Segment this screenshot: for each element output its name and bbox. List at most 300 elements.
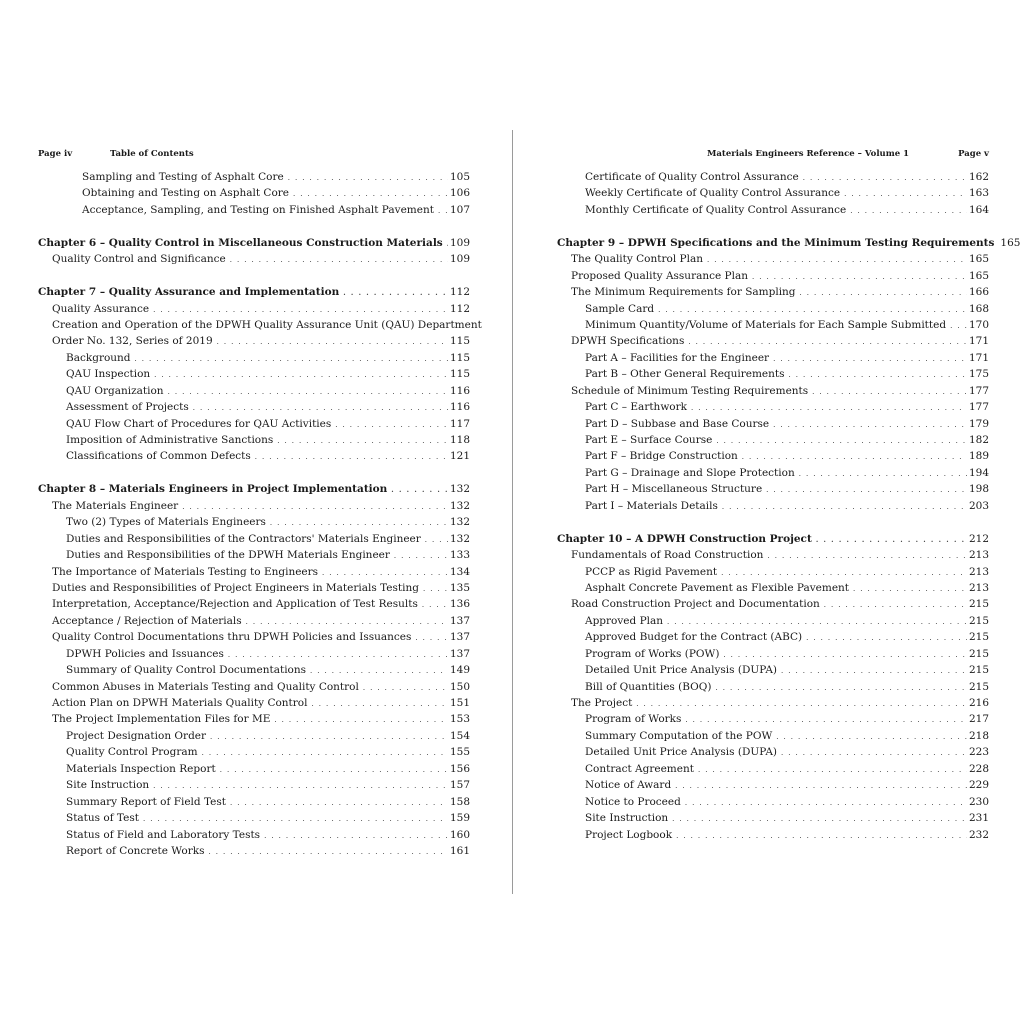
toc-spacer — [38, 268, 470, 284]
toc-entry-page-number: 215 — [968, 680, 989, 693]
dot-leader — [806, 630, 967, 646]
dot-leader — [799, 466, 967, 482]
toc-entry-title: Summary Computation of the POW — [585, 729, 773, 742]
toc-entry-title: Part F – Bridge Construction — [585, 450, 738, 463]
toc-entry-page-number: 109 — [449, 236, 470, 249]
dot-leader — [168, 384, 448, 400]
toc-entry-page-number: 168 — [968, 302, 989, 315]
toc-entry-title: Chapter 7 – Quality Assurance and Implementation — [38, 286, 340, 299]
toc-entry-page-number: 215 — [968, 598, 989, 611]
toc-entry-page-number: 137 — [449, 614, 470, 627]
toc-chapter-entry[interactable] — [38, 481, 470, 497]
toc-entry-title: Certificate of Quality Control Assurance — [585, 171, 799, 183]
dot-leader — [447, 236, 448, 252]
toc-entry[interactable] — [38, 827, 470, 843]
toc-entry-title: Creation and Operation of the DPWH Quality Assurance Unit (QAU) Department — [52, 318, 482, 331]
toc-entry[interactable] — [38, 317, 482, 333]
toc-entry-page-number: 107 — [449, 203, 470, 216]
toc-entry-page-number: 115 — [449, 335, 470, 348]
dot-leader — [153, 778, 448, 794]
toc-entry-page-number: 177 — [968, 401, 989, 414]
toc-entry[interactable] — [38, 366, 470, 382]
toc-entry-page-number: 189 — [968, 450, 989, 463]
dot-leader — [425, 532, 448, 548]
toc-entry[interactable] — [557, 695, 989, 711]
toc-entry[interactable] — [557, 679, 989, 695]
left-page — [38, 149, 482, 859]
toc-entry-title: Site Instruction — [585, 812, 669, 825]
toc-entry[interactable] — [557, 481, 989, 497]
toc-entry[interactable] — [38, 662, 470, 678]
toc-entry[interactable] — [557, 169, 989, 185]
toc-entry-title: Part I – Materials Details — [585, 499, 718, 512]
toc-entry[interactable] — [38, 185, 470, 201]
toc-entry-title: Order No. 132, Series of 2019 — [52, 335, 213, 348]
dot-leader — [707, 252, 967, 268]
toc-entry-title: Detailed Unit Price Analysis (DUPA) — [585, 664, 778, 677]
page-number-label: Page iv — [38, 149, 73, 159]
toc-entry-title: Approved Budget for the Contract (ABC) — [585, 631, 803, 644]
toc-entry[interactable] — [557, 333, 989, 349]
toc-entry-page-number: 151 — [449, 697, 470, 709]
toc-entry-title: Weekly Certificate of Quality Control Assurance — [585, 187, 841, 200]
toc-entry-title: Duties and Responsibilities of the DPWH Materials Engineer — [66, 549, 390, 562]
dot-leader — [228, 647, 448, 663]
toc-entry[interactable] — [38, 679, 470, 695]
toc-entry[interactable] — [38, 629, 470, 645]
toc-entry-title: Duties and Responsibilities of the Contractors' Materials Engineer — [66, 532, 421, 545]
toc-entry-title: The Materials Engineer — [52, 499, 179, 512]
toc-entry-page-number: 154 — [449, 729, 470, 742]
toc-entry[interactable] — [557, 465, 989, 481]
dot-leader — [800, 285, 967, 301]
dot-leader — [264, 828, 448, 844]
toc-entry-page-number: 230 — [968, 795, 989, 808]
toc-entry[interactable] — [38, 547, 470, 563]
toc-entry[interactable] — [557, 761, 989, 777]
dot-leader — [812, 384, 967, 400]
toc-entry[interactable] — [38, 794, 470, 810]
toc-entry-title: Part A – Facilities for the Engineer — [585, 351, 770, 364]
toc-entry[interactable] — [38, 843, 470, 859]
page-number-label: Page v — [958, 149, 989, 159]
toc-entry-title: Monthly Certificate of Quality Control Assurance — [585, 203, 847, 216]
dot-leader — [767, 548, 967, 564]
toc-entry[interactable] — [557, 827, 989, 843]
toc-entry[interactable] — [38, 399, 470, 415]
dot-leader — [208, 844, 447, 860]
toc-entry-title: Schedule of Minimum Testing Requirements — [571, 384, 809, 397]
dot-leader — [135, 351, 448, 367]
toc-entry[interactable] — [557, 268, 989, 284]
dot-leader — [153, 302, 448, 318]
toc-entry-title: Road Construction Project and Documentation — [571, 598, 820, 611]
dot-leader — [667, 614, 967, 630]
toc-entry-page-number: 213 — [968, 581, 989, 594]
toc-entry-title: Imposition of Administrative Sanctions — [66, 434, 274, 446]
toc-entry-page-number: 215 — [968, 664, 989, 677]
dot-leader — [776, 729, 967, 745]
toc-entry[interactable] — [38, 169, 470, 185]
toc-chapter-entry[interactable] — [38, 235, 470, 251]
toc-entry[interactable] — [38, 416, 470, 432]
toc-entry-title: Fundamentals of Road Construction — [571, 549, 764, 562]
dot-leader — [154, 367, 448, 383]
toc-entry-page-number: 132 — [449, 483, 470, 496]
toc-entry[interactable] — [557, 498, 989, 514]
toc-entry-page-number: 153 — [449, 713, 470, 726]
dot-leader — [363, 680, 448, 696]
toc-spacer — [557, 218, 989, 234]
toc-entry-page-number: 132 — [449, 499, 470, 512]
toc-entry-title: Chapter 9 – DPWH Specifications and the Minimum Testing Requirements — [557, 236, 995, 249]
dot-leader — [182, 499, 448, 515]
toc-entry-page-number: 106 — [449, 187, 470, 200]
toc-entry[interactable] — [38, 613, 470, 629]
toc-entry-title: Sampling and Testing of Asphalt Core — [82, 171, 284, 183]
toc-chapter-entry[interactable] — [38, 284, 470, 300]
toc-entry-page-number: 215 — [968, 631, 989, 644]
dot-leader — [422, 597, 448, 613]
toc-entry[interactable] — [557, 613, 989, 629]
dot-leader — [423, 581, 448, 597]
toc-entry-page-number: 137 — [449, 631, 470, 644]
toc-entry-page-number: 118 — [449, 434, 470, 446]
toc-entry-page-number: 134 — [449, 565, 470, 578]
toc-entry-page-number: 171 — [968, 351, 989, 364]
toc-entry[interactable] — [557, 711, 989, 727]
toc-entry-page-number: 215 — [968, 614, 989, 627]
toc-entry[interactable] — [38, 251, 470, 267]
toc-entry-title: Part G – Drainage and Slope Protection — [585, 466, 795, 479]
toc-entry-page-number: 136 — [449, 598, 470, 611]
toc-entry-page-number: 203 — [968, 499, 989, 512]
toc-entry-page-number: 112 — [449, 302, 470, 315]
toc-entry-title: Minimum Quantity/Volume of Materials for Each Sample Submitted — [585, 318, 947, 331]
dot-leader — [277, 433, 448, 449]
toc-entry-page-number: 158 — [449, 795, 470, 808]
toc-entry-page-number: 117 — [449, 417, 470, 430]
toc-entry-title: Two (2) Types of Materials Engineers — [66, 516, 266, 529]
toc-entry-title: DPWH Specifications — [571, 335, 685, 348]
dot-leader — [293, 186, 448, 202]
gutter-divider — [512, 130, 513, 894]
toc-entry-title: Notice of Award — [585, 779, 672, 792]
toc-entry[interactable] — [557, 580, 989, 596]
dot-leader — [335, 417, 448, 433]
left-page-header — [38, 149, 470, 165]
toc-entry[interactable] — [557, 416, 989, 432]
toc-entry-title: PCCP as Rigid Pavement — [585, 565, 718, 578]
toc-entry-title: Report of Concrete Works — [66, 844, 205, 857]
dot-leader — [230, 252, 448, 268]
toc-entry-page-number: 157 — [449, 779, 470, 792]
toc-entry-page-number: 165 — [1000, 236, 1021, 249]
toc-entry-title: Acceptance / Rejection of Materials — [52, 614, 242, 627]
toc-entry-title: Program of Works — [585, 713, 682, 726]
toc-entry[interactable] — [557, 662, 989, 678]
toc-entry[interactable] — [557, 284, 989, 300]
dot-leader — [824, 597, 967, 613]
toc-entry-title: Classifications of Common Defects — [66, 450, 251, 463]
toc-entry[interactable] — [557, 301, 989, 317]
dot-leader — [781, 663, 967, 679]
toc-entry[interactable] — [38, 301, 470, 317]
toc-entry[interactable] — [38, 333, 470, 349]
dot-leader — [322, 565, 448, 581]
dot-leader — [676, 828, 967, 844]
toc-entry[interactable] — [38, 531, 470, 547]
toc-entry-page-number: 217 — [968, 713, 989, 726]
dot-leader — [394, 548, 448, 564]
toc-entry[interactable] — [38, 514, 470, 530]
dot-leader — [742, 449, 967, 465]
toc-entry-title: DPWH Policies and Issuances — [66, 647, 224, 660]
toc-entry-page-number: 170 — [968, 318, 989, 331]
dot-leader — [672, 811, 967, 827]
toc-entry[interactable] — [557, 596, 989, 612]
dot-leader — [721, 565, 967, 581]
toc-entry-page-number: 165 — [968, 269, 989, 282]
toc-entry-title: Contract Agreement — [585, 762, 694, 775]
dot-leader — [781, 745, 967, 761]
toc-entry-page-number: 231 — [968, 812, 989, 825]
toc-entry-title: QAU Flow Chart of Procedures for QAU Activities — [66, 417, 332, 430]
toc-entry[interactable] — [557, 251, 989, 267]
toc-entry-page-number: 133 — [449, 549, 470, 562]
toc-entry[interactable] — [557, 399, 989, 415]
toc-entry-page-number: 132 — [449, 516, 470, 529]
toc-entry[interactable] — [38, 580, 470, 596]
right-page — [557, 149, 1021, 843]
right-page-header — [557, 149, 989, 165]
toc-entry-page-number: 121 — [449, 450, 470, 463]
toc-entry-page-number: 149 — [449, 664, 470, 677]
toc-entry-page-number: 213 — [968, 565, 989, 578]
toc-entry[interactable] — [557, 202, 989, 218]
toc-chapter-entry[interactable] — [557, 235, 1021, 251]
toc-entry-title: Proposed Quality Assurance Plan — [571, 269, 748, 282]
dot-leader — [675, 778, 967, 794]
dot-leader — [288, 170, 448, 186]
toc-entry[interactable] — [38, 498, 470, 514]
toc-entry[interactable] — [557, 448, 989, 464]
toc-entry[interactable] — [38, 564, 470, 580]
toc-entry[interactable] — [557, 777, 989, 793]
dot-leader — [636, 696, 967, 712]
toc-entry-title: Site Instruction — [66, 779, 150, 792]
dot-leader — [844, 186, 967, 202]
dot-leader — [220, 762, 448, 778]
dot-leader — [685, 795, 967, 811]
toc-entry-title: Chapter 6 – Quality Control in Miscellaneous Construction Materials — [38, 236, 443, 249]
toc-entry-title: Detailed Unit Price Analysis (DUPA) — [585, 746, 778, 759]
toc-entry-title: Assessment of Projects — [66, 401, 189, 414]
toc-entry-title: Quality Control Documentations thru DPWH Policies and Issuances — [52, 631, 412, 644]
toc-entry-page-number: 194 — [968, 466, 989, 479]
toc-entry-page-number: 161 — [449, 844, 470, 857]
toc-entry[interactable] — [557, 794, 989, 810]
toc-entry-page-number: 223 — [968, 746, 989, 759]
toc-entry-page-number: 115 — [449, 368, 470, 381]
toc-entry-page-number: 156 — [449, 762, 470, 775]
dot-leader — [343, 285, 448, 301]
toc-entry-title: Part H – Miscellaneous Structure — [585, 483, 763, 496]
dot-leader — [143, 811, 448, 827]
toc-entry-title: Sample Card — [585, 302, 655, 315]
toc-entry-title: Part C – Earthwork — [585, 401, 688, 414]
toc-entry-page-number: 175 — [968, 368, 989, 381]
toc-entry-title: Status of Test — [66, 812, 139, 825]
toc-entry-page-number: 109 — [449, 253, 470, 266]
dot-leader — [773, 417, 967, 433]
dot-leader — [853, 581, 967, 597]
toc-entry[interactable] — [38, 711, 470, 727]
toc-spacer — [557, 514, 989, 530]
toc-entry-title: Chapter 8 – Materials Engineers in Project Implementation — [38, 483, 388, 496]
toc-entry-page-number: 232 — [968, 828, 989, 841]
toc-entry[interactable] — [557, 547, 989, 563]
toc-entry[interactable] — [38, 350, 470, 366]
dot-leader — [789, 367, 967, 383]
toc-entry-page-number: 212 — [968, 532, 989, 545]
toc-entry[interactable] — [557, 366, 989, 382]
dot-leader — [310, 663, 448, 679]
toc-entry[interactable] — [557, 629, 989, 645]
dot-leader — [722, 499, 967, 515]
toc-entry[interactable] — [38, 432, 470, 448]
toc-entry[interactable] — [557, 432, 989, 448]
toc-entry-page-number: 182 — [968, 434, 989, 446]
toc-entry-title: Background — [66, 351, 131, 364]
toc-spacer — [38, 465, 470, 481]
toc-entry[interactable] — [38, 596, 470, 612]
dot-leader — [691, 400, 967, 416]
toc-entry-title: Part E – Surface Course — [585, 434, 713, 446]
toc-entry[interactable] — [38, 646, 470, 662]
toc-entry[interactable] — [38, 383, 470, 399]
dot-leader — [311, 696, 447, 712]
running-title: Materials Engineers Reference – Volume 1 — [707, 149, 910, 159]
toc-entry[interactable] — [557, 646, 989, 662]
dot-leader — [752, 269, 967, 285]
toc-entry[interactable] — [38, 777, 470, 793]
toc-entry-title: Project Logbook — [585, 828, 673, 841]
toc-entry-title: Status of Field and Laboratory Tests — [66, 828, 261, 841]
toc-entry[interactable] — [38, 202, 470, 218]
toc-entry-page-number: 216 — [968, 697, 989, 709]
dot-leader — [685, 712, 967, 728]
toc-entry[interactable] — [557, 744, 989, 760]
toc-entry-page-number: 116 — [449, 384, 470, 397]
toc-entry-page-number: 116 — [449, 401, 470, 414]
toc-entry[interactable] — [38, 744, 470, 760]
toc-entry[interactable] — [38, 695, 470, 711]
toc-entry-page-number: 163 — [968, 187, 989, 200]
toc-entry[interactable] — [38, 761, 470, 777]
toc-entry-title: Interpretation, Acceptance/Rejection and Application of Test Results — [52, 598, 418, 611]
dot-leader — [391, 482, 448, 498]
toc-entry-title: The Quality Control Plan — [571, 253, 703, 266]
toc-entry[interactable] — [557, 383, 989, 399]
toc-entry-page-number: 115 — [449, 351, 470, 364]
dot-leader — [723, 647, 967, 663]
toc-entry-title: QAU Organization — [66, 384, 164, 397]
dot-leader — [274, 712, 448, 728]
toc-entry-title: Chapter 10 – A DPWH Construction Project — [557, 532, 812, 545]
dot-leader — [716, 433, 967, 449]
toc-entry[interactable] — [557, 317, 989, 333]
toc-entry-page-number: 171 — [968, 335, 989, 348]
dot-leader — [415, 630, 448, 646]
toc-entry[interactable] — [38, 448, 470, 464]
toc-entry-title: Part B – Other General Requirements — [585, 368, 785, 381]
toc-entry-page-number: 228 — [968, 762, 989, 775]
toc-entry-page-number: 155 — [449, 746, 470, 759]
toc-entry[interactable] — [557, 564, 989, 580]
toc-entry-page-number: 135 — [449, 581, 470, 594]
dot-leader — [850, 203, 967, 219]
toc-entry-page-number: 162 — [968, 171, 989, 183]
toc-entry[interactable] — [557, 810, 989, 826]
dot-leader — [217, 334, 448, 350]
toc-entry-title: Notice to Proceed — [585, 795, 681, 808]
toc-entry-page-number: 165 — [968, 253, 989, 266]
dot-leader — [193, 400, 448, 416]
toc-entry-title: Duties and Responsibilities of Project Engineers in Materials Testing — [52, 581, 419, 594]
toc-entry[interactable] — [38, 810, 470, 826]
dot-leader — [803, 170, 967, 186]
toc-entry-page-number: 112 — [449, 286, 470, 299]
dot-leader — [766, 482, 967, 498]
toc-entry[interactable] — [557, 350, 989, 366]
toc-spacer — [38, 218, 470, 234]
toc-entry[interactable] — [557, 728, 989, 744]
toc-entry-page-number: 137 — [449, 647, 470, 660]
dot-leader — [255, 449, 448, 465]
toc-entry-title: QAU Inspection — [66, 368, 151, 381]
toc-entry-page-number: 179 — [968, 417, 989, 430]
toc-entry-page-number: 166 — [968, 286, 989, 299]
toc-entry-title: Bill of Quantities (BOQ) — [585, 680, 712, 693]
toc-entry-title: Asphalt Concrete Pavement as Flexible Pavement — [585, 581, 850, 594]
toc-entry-title: Quality Assurance — [52, 302, 150, 315]
toc-entry-title: Materials Inspection Report — [66, 762, 216, 775]
toc-entry-page-number: 177 — [968, 384, 989, 397]
toc-entry-title: The Project — [571, 697, 633, 709]
dot-leader — [658, 302, 967, 318]
toc-entry-title: Part D – Subbase and Base Course — [585, 417, 770, 430]
dot-leader — [438, 203, 448, 219]
toc-entry-page-number: 132 — [449, 532, 470, 545]
toc-chapter-entry[interactable] — [557, 531, 989, 547]
toc-entry-page-number: 218 — [968, 729, 989, 742]
toc-entry-page-number: 150 — [449, 680, 470, 693]
dot-leader — [816, 532, 967, 548]
dot-leader — [202, 745, 448, 761]
toc-entry-title: Summary Report of Field Test — [66, 795, 226, 808]
toc-entry[interactable] — [38, 728, 470, 744]
toc-entry-page-number: 213 — [968, 549, 989, 562]
toc-entry-title: The Importance of Materials Testing to Engineers — [52, 565, 319, 578]
dot-leader — [688, 334, 967, 350]
toc-list — [38, 169, 482, 859]
toc-entry[interactable] — [557, 185, 989, 201]
dot-leader — [246, 614, 448, 630]
toc-entry-title: Quality Control and Significance — [52, 253, 226, 266]
dot-leader — [270, 515, 448, 531]
toc-entry-title: Action Plan on DPWH Materials Quality Control — [52, 697, 308, 709]
